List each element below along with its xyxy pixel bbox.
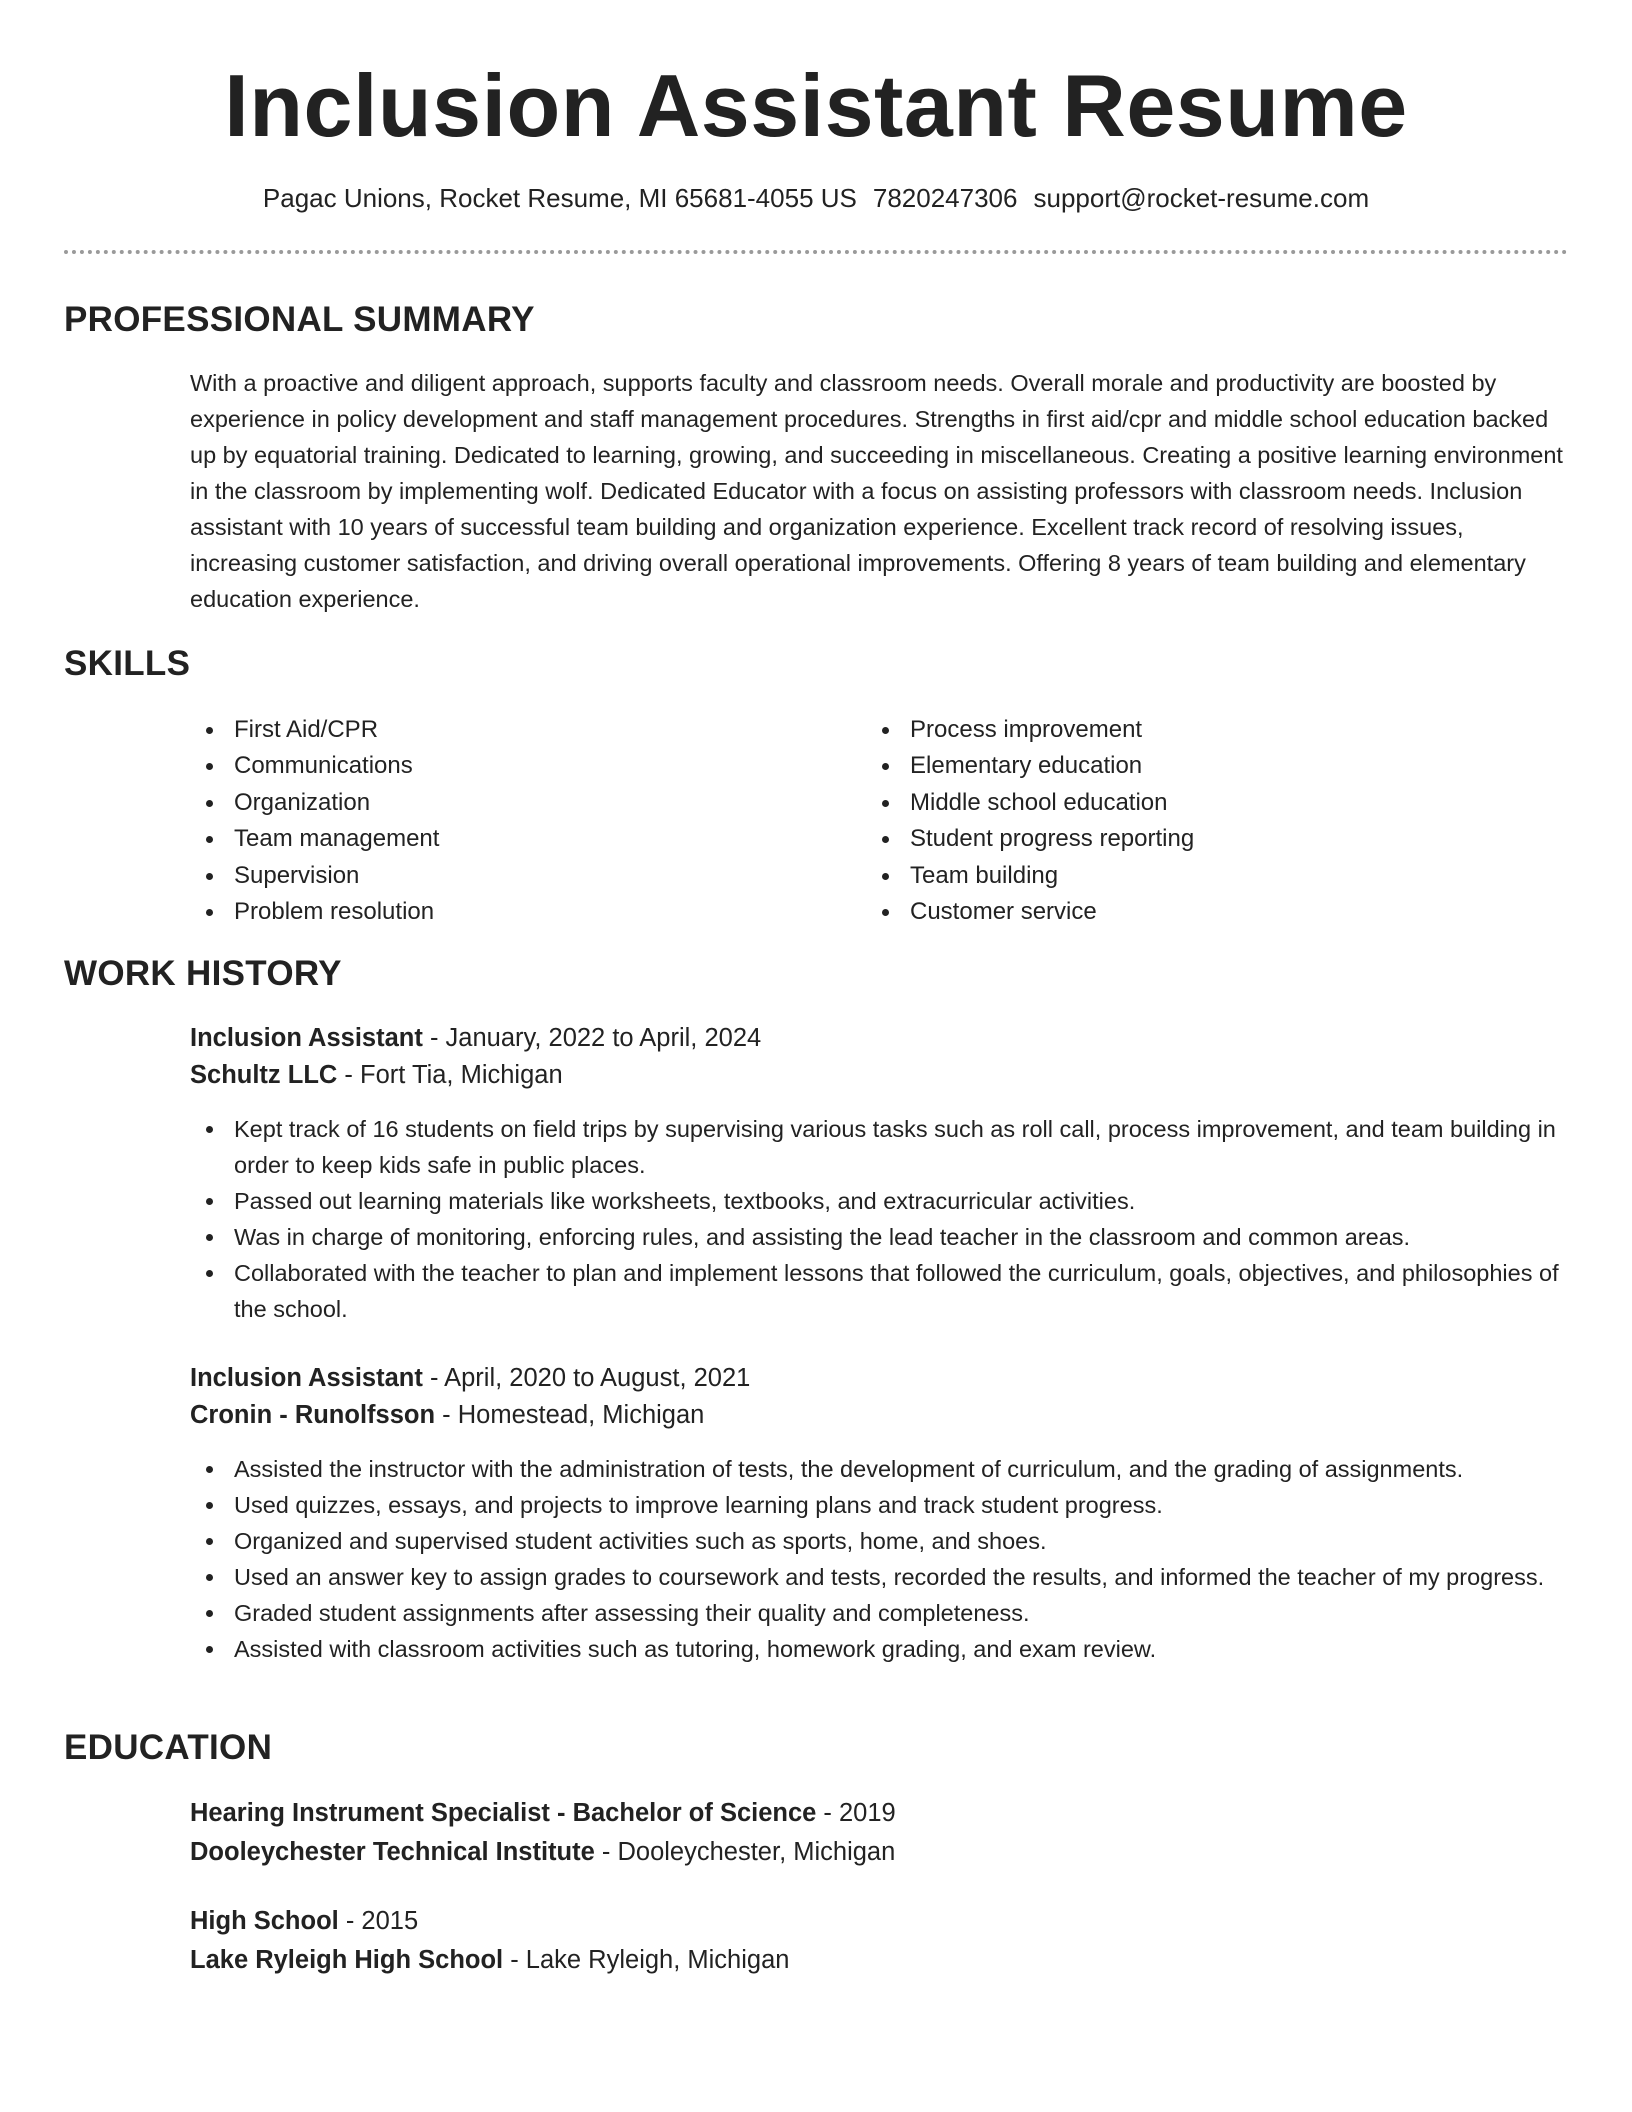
education-heading: EDUCATION xyxy=(64,1728,273,1767)
skill-item: Team management xyxy=(190,821,830,857)
job-bullets xyxy=(190,1111,1580,1327)
education-year: - 2015 xyxy=(338,1907,419,1935)
skill-item: Middle school education xyxy=(866,785,1506,821)
job-bullet: Kept track of 16 students on field trips by supervising various tasks such as roll call, process improvement, and team building in order to keep kids safe in public places. xyxy=(190,1111,1580,1183)
job-bullet: Passed out learning materials like worksheets, textbooks, and extracurricular activities. xyxy=(190,1183,1580,1219)
job-bullet: Was in charge of monitoring, enforcing rules, and assisting the lead teacher in the classroom and common areas. xyxy=(190,1219,1580,1255)
job-bullets xyxy=(190,1451,1580,1667)
header-divider xyxy=(64,250,1568,254)
skill-item: Problem resolution xyxy=(190,894,830,930)
education-location: - Lake Ryleigh, Michigan xyxy=(503,1946,790,1974)
job-bullet: Organized and supervised student activities such as sports, home, and shoes. xyxy=(190,1523,1580,1559)
education-degree-line xyxy=(190,1903,418,1939)
skill-item: Organization xyxy=(190,785,830,821)
skills-heading: SKILLS xyxy=(64,644,191,683)
education-location: - Dooleychester, Michigan xyxy=(594,1838,896,1866)
contact-line xyxy=(0,180,1632,216)
contact-phone: 7820247306 xyxy=(872,183,1018,213)
contact-address: Pagac Unions, Rocket Resume, MI 65681-4055 US xyxy=(262,183,857,213)
job-title: Inclusion Assistant xyxy=(190,1364,423,1392)
job-company-line xyxy=(190,1057,563,1093)
skill-item: First Aid/CPR xyxy=(190,712,830,748)
work-heading: WORK HISTORY xyxy=(64,954,342,993)
skill-item: Elementary education xyxy=(866,748,1506,784)
education-school-line xyxy=(190,1834,895,1870)
skill-item: Student progress reporting xyxy=(866,821,1506,857)
job-company: Cronin - Runolfsson xyxy=(190,1401,436,1429)
summary-text: With a proactive and diligent approach, supports faculty and classroom needs. Overall morale and productivity are boosted by experience in policy development and staff management procedures. Strengths in first aid/cpr and middle school education backed up by equatorial training. Dedicated to learning, growing, and succeeding in miscellaneous. Creating a positive learning environment in the classroom by implementing wolf. Dedicated Educator with a focus on assisting professors with classroom needs. Inclusion assistant with 10 years of successful team building and organization experience. Excellent track record of resolving issues, increasing customer satisfaction, and driving overall operational improvements. Offering 8 years of team building and elementary education experience. xyxy=(190,370,1563,612)
skill-item: Supervision xyxy=(190,858,830,894)
education-degree: High School xyxy=(190,1907,339,1935)
job-title: Inclusion Assistant xyxy=(190,1024,423,1052)
contact-email: support@rocket-resume.com xyxy=(1033,183,1370,213)
page-title: Inclusion Assistant Resume xyxy=(224,56,1408,155)
skill-item: Customer service xyxy=(866,894,1506,930)
education-school: Lake Ryleigh High School xyxy=(190,1946,504,1974)
job-bullet: Assisted the instructor with the administration of tests, the development of curriculum, and the grading of assignments. xyxy=(190,1451,1580,1487)
job-bullet: Graded student assignments after assessing their quality and completeness. xyxy=(190,1595,1580,1631)
job-bullet: Collaborated with the teacher to plan and implement lessons that followed the curriculum, goals, objectives, and philosophies of the school. xyxy=(190,1255,1580,1327)
job-location: - Fort Tia, Michigan xyxy=(337,1061,563,1089)
skills-list-right xyxy=(866,712,1506,930)
job-title-line xyxy=(190,1360,750,1396)
job-company: Schultz LLC xyxy=(190,1061,338,1089)
summary-heading: PROFESSIONAL SUMMARY xyxy=(64,300,535,339)
job-title-line xyxy=(190,1020,761,1056)
education-school-line xyxy=(190,1942,789,1978)
skill-item: Communications xyxy=(190,748,830,784)
job-dates: - April, 2020 to August, 2021 xyxy=(422,1364,751,1392)
education-year: - 2019 xyxy=(816,1799,896,1827)
skill-item: Team building xyxy=(866,858,1506,894)
education-school: Dooleychester Technical Institute xyxy=(190,1838,595,1866)
job-dates: - January, 2022 to April, 2024 xyxy=(422,1024,762,1052)
job-bullet: Used an answer key to assign grades to coursework and tests, recorded the results, and informed the teacher of my progress. xyxy=(190,1559,1580,1595)
skills-list-left xyxy=(190,712,830,930)
job-bullet: Used quizzes, essays, and projects to improve learning plans and track student progress. xyxy=(190,1487,1580,1523)
job-company-line xyxy=(190,1397,704,1433)
education-degree-line xyxy=(190,1795,896,1831)
job-location: - Homestead, Michigan xyxy=(435,1401,705,1429)
education-degree: Hearing Instrument Specialist - Bachelor of Science xyxy=(190,1799,817,1827)
skill-item: Process improvement xyxy=(866,712,1506,748)
job-bullet: Assisted with classroom activities such as tutoring, homework grading, and exam review. xyxy=(190,1631,1580,1667)
